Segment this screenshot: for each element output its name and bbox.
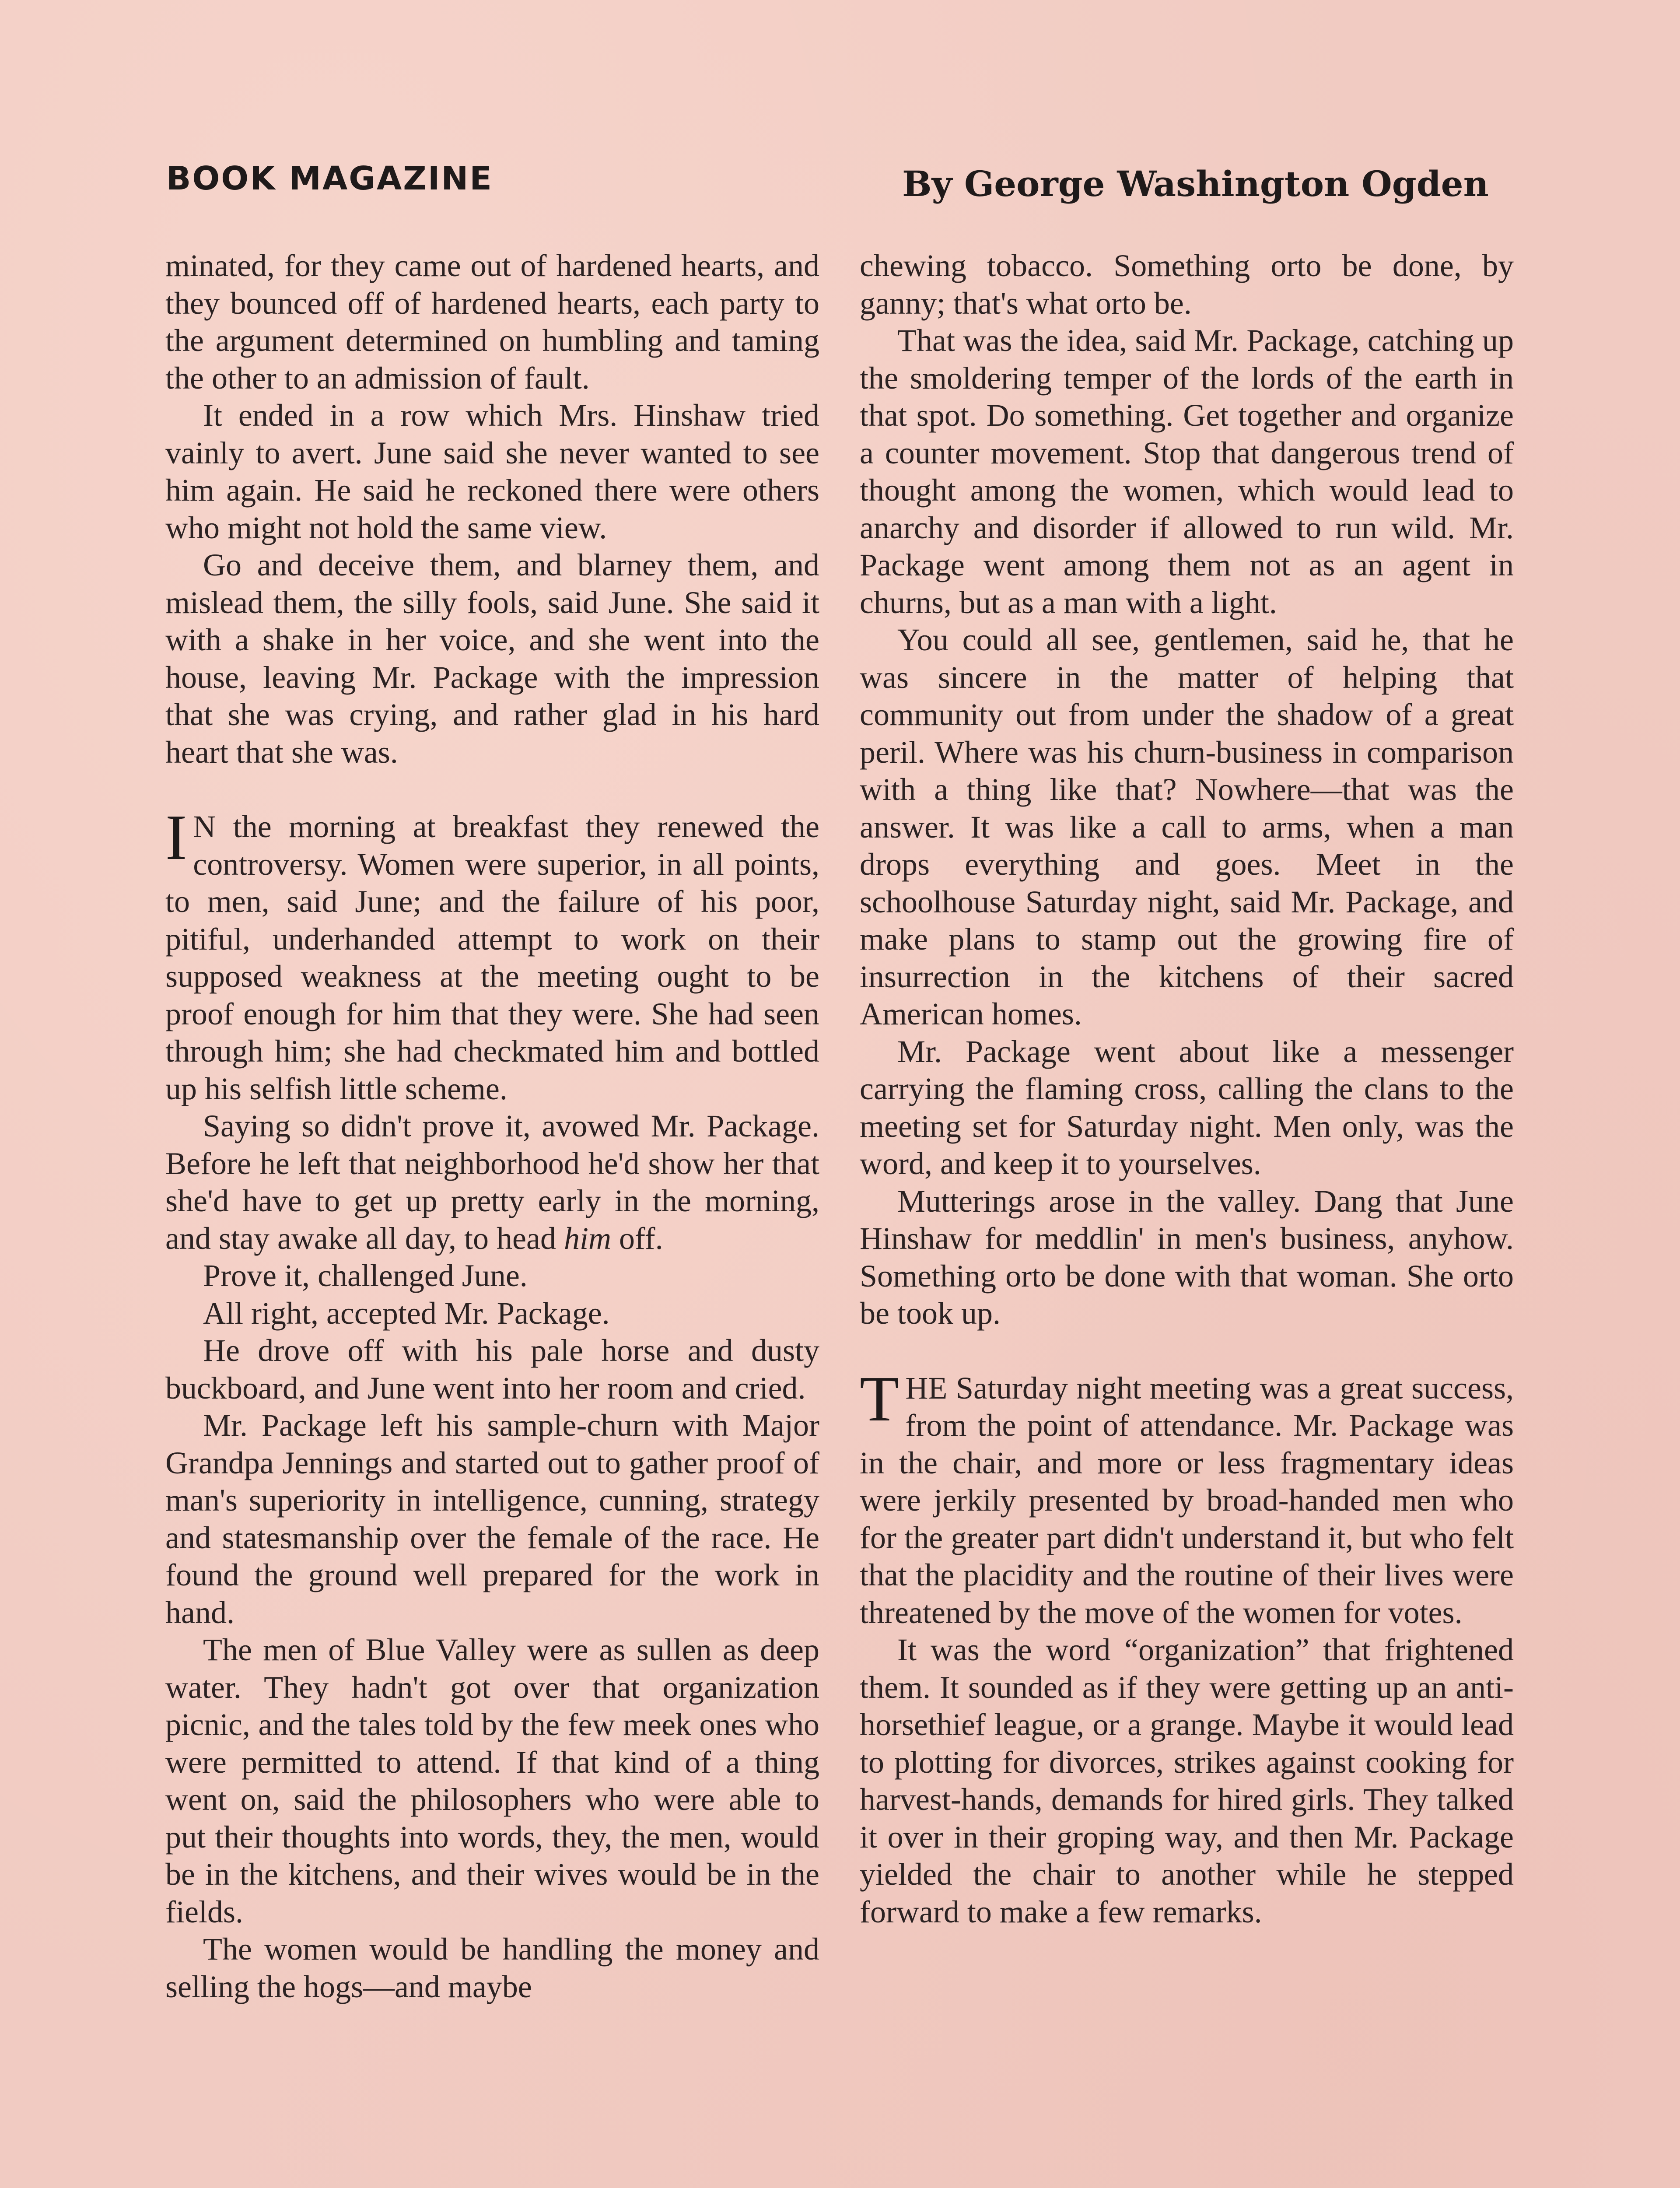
paragraph: That was the idea, said Mr. Package, catching up the smoldering temper of the lords of the earth in that spot. Do something. Get together and organize a counter movement. Stop that dangerous trend of thought among the women, which would lead to anarchy and disorder if allowed to run wild. Mr. Package went among them not as an agent in churns, but as a man with a light.: [860, 323, 1514, 620]
paragraph: Mr. Package went about like a messenger carrying the flaming cross, calling the clans to the meeting set for Saturday night. Men only, was the word, and keep it to yourselves.: [860, 1034, 1514, 1181]
paragraph: He drove off with his pale horse and dusty buckboard, and June went into her room and cried.: [165, 1333, 819, 1406]
drop-cap: T: [860, 1363, 900, 1435]
paragraph: You could all see, gentlemen, said he, that he was sincere in the matter of helping that community out from under the shadow of a great peril. Where was his churn-business in comparison with a thing like that? Nowhere—that was the answer. It was like a call to arms, when a man drops everything and goes. Meet in the schoolhouse Saturday night, said Mr. Package, and make plans to stamp out the growing fire of insurrection in the kitchens of their sacred American homes.: [860, 622, 1514, 1031]
paragraph-text: Saying so didn't prove it, avowed Mr. Package. Before he left that neighborhood he'd show her that she'd have to get up pretty early in the morning, and stay awake all day, to head: [165, 1108, 819, 1256]
right-column: [860, 247, 1514, 1931]
paragraph: chewing tobacco. Something orto be done, by ganny; that's what orto be.: [860, 248, 1514, 321]
paragraph-text: N the morning at breakfast they renewed the controversy. Women were superior, in all points, to men, said June; and the failure of his poor, pitiful, underhanded attempt to work on their supposed weakness at the meeting ought to be proof enough for him that they were. She had seen through him; she had checkmated him and bottled up his selfish little scheme.: [165, 809, 819, 1106]
section-opening-paragraph: [165, 802, 819, 1108]
drop-cap: I: [165, 802, 187, 873]
left-column: [165, 247, 819, 2006]
italic-emphasis: him: [564, 1220, 611, 1256]
paragraph: Mr. Package left his sample-churn with Major Grandpa Jennings and started out to gather proof of man's superiority in intelligence, cunning, strategy and statesmanship over the female of the race. He found the ground well prepared for the work in hand.: [165, 1408, 819, 1630]
paragraph: It was the word “organization” that frightened them. It sounded as if they were getting up an anti-horsethief league, or a grange. Maybe it would lead to plotting for divorces, strikes against cooking for harvest-hands, demands for hired girls. They talked it over in their groping way, and then Mr. Package yielded the chair to another while he stepped forward to make a few remarks.: [860, 1632, 1514, 1929]
paragraph: Mutterings arose in the valley. Dang that June Hinshaw for meddlin' in men's business, anyhow. Something orto be done with that woman. She orto be took up.: [860, 1183, 1514, 1331]
running-head-byline: By George Washington Ogden: [902, 163, 1489, 204]
section-opening-paragraph: [860, 1363, 1514, 1632]
paragraph: minated, for they came out of hardened hearts, and they bounced off of hardened hearts, each party to the argument determined on humbling and taming the other to an admission of fault.: [165, 248, 819, 396]
paragraph: All right, accepted Mr. Package.: [203, 1295, 610, 1331]
paragraph-text: off.: [619, 1220, 663, 1256]
paragraph-text: HE Saturday night meeting was a great success, from the point of attendance. Mr. Package was in the chair, and more or less fragmentary ideas were jerkily presented by broad-handed men who for the greater part didn't understand it, but who felt that the placidity and the routine of their lives were threatened by the move of the women for votes.: [860, 1370, 1514, 1630]
running-head-magazine: BOOK MAGAZINE: [166, 160, 493, 197]
paragraph: [165, 1108, 819, 1257]
paragraph: Prove it, challenged June.: [203, 1258, 528, 1293]
paragraph: It ended in a row which Mrs. Hinshaw tried vainly to avert. June said she never wanted to see him again. He said he reckoned there were others who might not hold the same view.: [165, 398, 819, 545]
paragraph: The women would be handling the money and selling the hogs—and maybe: [165, 1932, 819, 2004]
paragraph: Go and deceive them, and blarney them, and mislead them, the silly fools, said June. She said it with a shake in her voice, and she went into the house, leaving Mr. Package with the impression that she was crying, and rather glad in his hard heart that she was.: [165, 547, 819, 770]
paragraph: The men of Blue Valley were as sullen as deep water. They hadn't got over that organization picnic, and the tales told by the few meek ones who were permitted to attend. If that kind of a thing went on, said the philosophers who were able to put their thoughts into words, they, the men, would be in the kitchens, and their wives would be in the fields.: [165, 1632, 819, 1929]
